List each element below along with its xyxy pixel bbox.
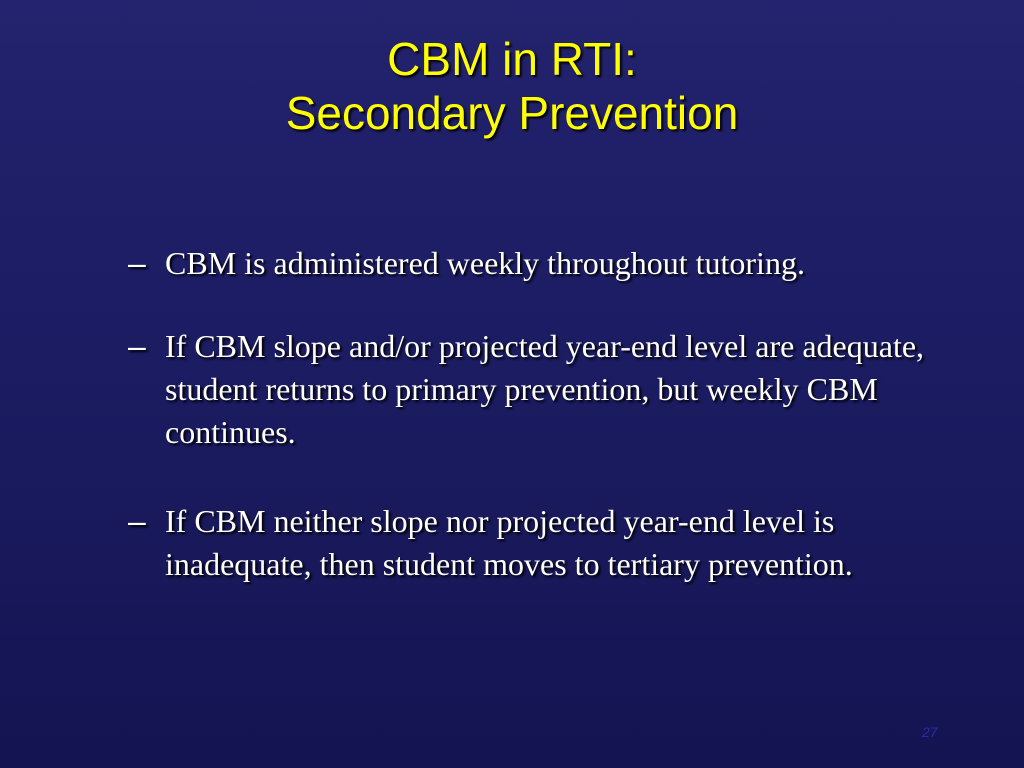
bullet-list: [125, 242, 975, 626]
bullet-item: [125, 242, 975, 285]
bullet-text: CBM is administered weekly throughout tutoring.: [165, 245, 805, 281]
bullet-item: [125, 500, 975, 586]
page-number: 27: [922, 724, 938, 740]
slide-title: [0, 32, 1024, 140]
title-line-1: CBM in RTI:: [387, 33, 637, 85]
bullet-text: If CBM slope and/or projected year-end level are adequate, student returns to primary prevention, but weekly CBM continues.: [165, 328, 925, 450]
bullet-text: If CBM neither slope nor projected year-end level is inadequate, then student moves to tertiary prevention.: [165, 503, 853, 582]
dash-bullet-icon: –: [128, 503, 146, 539]
bullet-item: [125, 325, 975, 454]
dash-bullet-icon: –: [128, 245, 146, 281]
dash-bullet-icon: –: [128, 328, 146, 364]
title-line-2: Secondary Prevention: [285, 87, 739, 139]
